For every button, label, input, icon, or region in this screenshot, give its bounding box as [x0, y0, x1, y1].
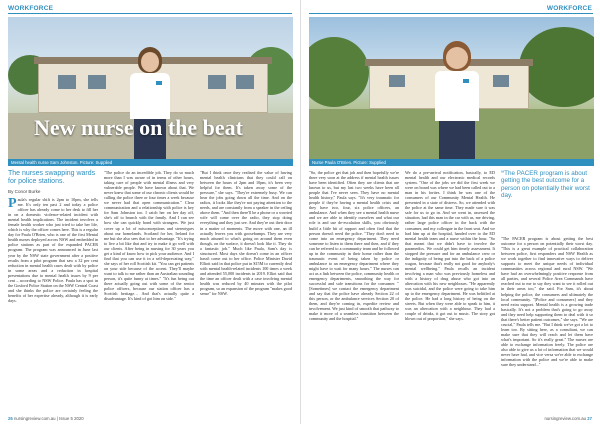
article-column-2 — [405, 170, 495, 415]
column-text: We do a pre-arrival notification, basically, to ED mental health and our electronic medical records system. "One of the jobs we did the first week we were on board was where we had been called out to a man in his forties. I think he was one of the consumers of our Community Mental Health. He presented in a state of distress. So, we attended with the police at the same time. They made sure it was safe for us to go in. And we went in, assessed the situation, had this man in the car with us, me driving, rather large police officer in the back with the consumer, and my colleague in the front seat. And we had him up at the hospital, handed over to the ED mental health team and a nurse within the hour. "So that meant that we didn't have to involve the paramedics. We could get him timely assessment. It stopped the pressure and for an ambulance crew or the indignity of being put into the back of a police wagon, because that's really not good for anybody's mental wellbeing." Paula recalls an incident involving a man who was previously homeless and with a history of drug abuse who got into an altercation with his new neighbours. "He apparently was suicidal, and the police were going to take him up to the emergency department. He was belittled at the police. He had a long history of being on the streets. But when they were able to speak to him, it was an altercation with a neighbour. They had a couple of drinks, it got out to music. The story got blown out of proportion," she says. — [405, 170, 495, 322]
building-window — [389, 75, 405, 87]
article-column-3 — [200, 170, 292, 415]
building-window — [88, 75, 106, 89]
building-window — [236, 75, 254, 89]
article-column-1 — [8, 197, 98, 415]
article-deck: The nurses swapping wards for police stations. — [8, 170, 96, 186]
hero-photo-mental-health-nurse — [8, 17, 293, 159]
footer-site: nursingreview.com.au — [13, 416, 56, 421]
photo-caption: Nurse Paula O'Brien. Picture: Supplied — [309, 159, 594, 166]
section-tag: WORKFORCE — [8, 5, 54, 12]
byline: By Conor Burke — [8, 189, 41, 194]
nurse-figure — [429, 41, 485, 159]
section-rule — [8, 13, 292, 14]
column-text: aula's regular shift is 2pm to 10pm, she tells me. It's only ten past 2 and today a police officer has already come to her desk to fill her in on a domestic violence-related incident with mental health implications. The incident involves a female health worker who just tried to take her life, which is why the officer comes here. This is a regular day for Paula O'Brien, who is one of the first Mental health nurses deployed across NSW and embedded in police stations as part of the expanded PACER program. The program was announced in June last year by the NSW state government after a positive results from a pilot program that saw a 32 per cent reduction in mental health cases dealt with by police in some areas and a reduction in hospital presentations due to mental health issues by 9 per cent – according to NSW Police. Paula has a spot in the Gosford Police Station on the NSW Central Coast and she thinks the police are certainly feeling the benefits of her expertise already, although it is early days. — [8, 197, 98, 303]
pull-quote — [501, 170, 593, 200]
quote-mark-icon: “ — [501, 170, 505, 177]
tree-shape — [309, 37, 369, 107]
page-footer — [544, 416, 592, 421]
building-window — [493, 75, 509, 87]
column-text: "The police do an incredible job. They do so much more than I was aware of in terms of other hours, taking care of people with mental illness and very vulnerable people. We have known about that. We never knew that some of our chronic clients would be calling the police three or four times a week because we never had that open communication." Clear communication and a relationship with police is key for Sam Johnston too. I catch her on her day off, she's off to brunch with the family. And I can see how she can quickly bond with strangers. We just cover up a lot of misconceptions and stereotypes about our homelands. Scotland for her, Ireland for me but she also sees that to her advantage. "It's trying to live a bit like that and try to make it go well with our clients. After being in nursing for 30 years you get a kind of know how to pick your audience. And I find that you can use it in a self-deprecating way," she says of her roll Scottish kit. "You can get patients on your side because of the accent. They'll maybe want to talk to me rather than an Australian sounding person, it's quite funny at times." "It's fun being out there actually going out with some of the senior police officers, because our station officer has a Scottish heritage… And that's actually quite a disadvantage. It's kind of got him on side." — [104, 170, 194, 302]
tree-shape — [519, 27, 594, 107]
article-column-3 — [501, 236, 593, 416]
column-text: "So, the police get that job and then hopefully we're there very soon at the address if mental health issues have been identified. Often they are clients that are known to us, but my last two weeks have been all people that I've never seen. They have no mental health history," Paula says. "It's very traumatic for people if they're having a mental health crisis and they have two, four, six police officers, an ambulance. And when they see a mental health nurse and we are able to identify ourselves and what our role is and use de-escalation skills, you obviously build a little bit of rapport and often find that the person doesn't need the police. "They don't need to come into an emergency department. They need someone to listen to them there and then, and if they can be referred to a community team and be followed up in the community in their home rather than the traumatic event of being taken by police or ambulance to an emergency department where they might have to wait for many hours." The nurses can act as a link between the police, community health or emergency departments, smoothing the way for successful and safe transitions for the consumer. "[Sometimes] we contact the emergency department and say that the police have already Section 22 of this person, or the ambulance services Section 20 of them, and they're coming in, expedite review and involvement. We just kind of smooth that pathway to make it more of a seamless transition between the community and the hospital." — [309, 170, 399, 322]
article-column-1 — [309, 170, 399, 415]
article-column-2 — [104, 170, 194, 415]
column-text: "The PACER program is about getting the best outcome for a person on potentially their worst day. "This is a great example of practical collaboration between police, first responders and NSW Health as we work together to find innovative ways to deliver supports to meet the unique needs of individual communities across regional and rural NSW. "We have had an overwhelmingly positive response from all parties, and several Police Area Commands have reached out to me to say they want to see it rolled out in their areas too," she said. For Sam, it's about helping the police, the consumers and ultimately the local community. "[Police and consumers] and they need extra support. Mental health is a growing trade basically. It's not a problem that's going to go away and they need help supporting them to deal with it so that there's better patient outcomes," she says. "We are crucial," Paula tells me. "But I think we've got a lot to learn too. By sitting here, as a consultant, we can make sure that they will reach and let them have what's important. So it's really great." The nurses are able to exchange information freely. The police are also able to give us a lot of information that we would never have had, and vice versa we're able to exchange information with the police and we're able to make sure they understand..." — [501, 236, 593, 368]
nurse-figure — [126, 47, 176, 159]
footer-issue: | Issue 5 2020 — [56, 416, 84, 421]
page-number: 27 — [587, 416, 592, 421]
photo-nurse-paula — [309, 17, 594, 159]
page-footer — [8, 416, 84, 421]
column-text: "But I think once they realised the value of having mental health clinicians that they could call on between the hours of 2pm and 10pm, it's been very helpful for them. It's taken away some of the pressure," she says. "They're extremely busy. We can hear the jobs going down all the time. And on the radios, it looks like they're not paying attention to the needs, and are constantly from a speaker in the ceiling above them. "And then there'll be a phone or a worried wife will come over the radio, they stop doing everything and they just see. And they're out their door in a matter of moments. The move with one, an ill actually leaves you with goosebumps. They are very much attuned to what's going on around them even though, on the surface, it doesn't look like it. They do a fantastic job." Much like Paula, Sam's day is structured. Most days she doesn't come in an officer hasn't come out to her office. Police Minister David Elliott said in that police put in $15M to currently deal with mental health-related incidents 100 times a week and attended 55,000 incidents in 2019. Elliot said that the time an officer dealt with a case involving mental health was reduced by 40 minutes with the pilot program, so an expansion of the program "makes good sense" for NSW. — [200, 170, 292, 297]
building-window — [58, 75, 76, 89]
building-window — [208, 75, 226, 89]
pull-quote-text: The PACER program is about getting the best outcome for a person on potentially their worst day. — [501, 170, 590, 200]
right-page — [300, 0, 600, 424]
drop-cap: P — [8, 197, 17, 211]
headline: New nurse on the beat — [34, 115, 243, 140]
section-rule — [309, 13, 593, 14]
section-tag: WORKFORCE — [546, 5, 592, 12]
photo-caption: Mental health nurse Sam Johnston. Picture: Supplied — [8, 159, 293, 166]
page-number: 26 — [8, 416, 13, 421]
footer-site: nursingreview.com.au — [544, 416, 587, 421]
